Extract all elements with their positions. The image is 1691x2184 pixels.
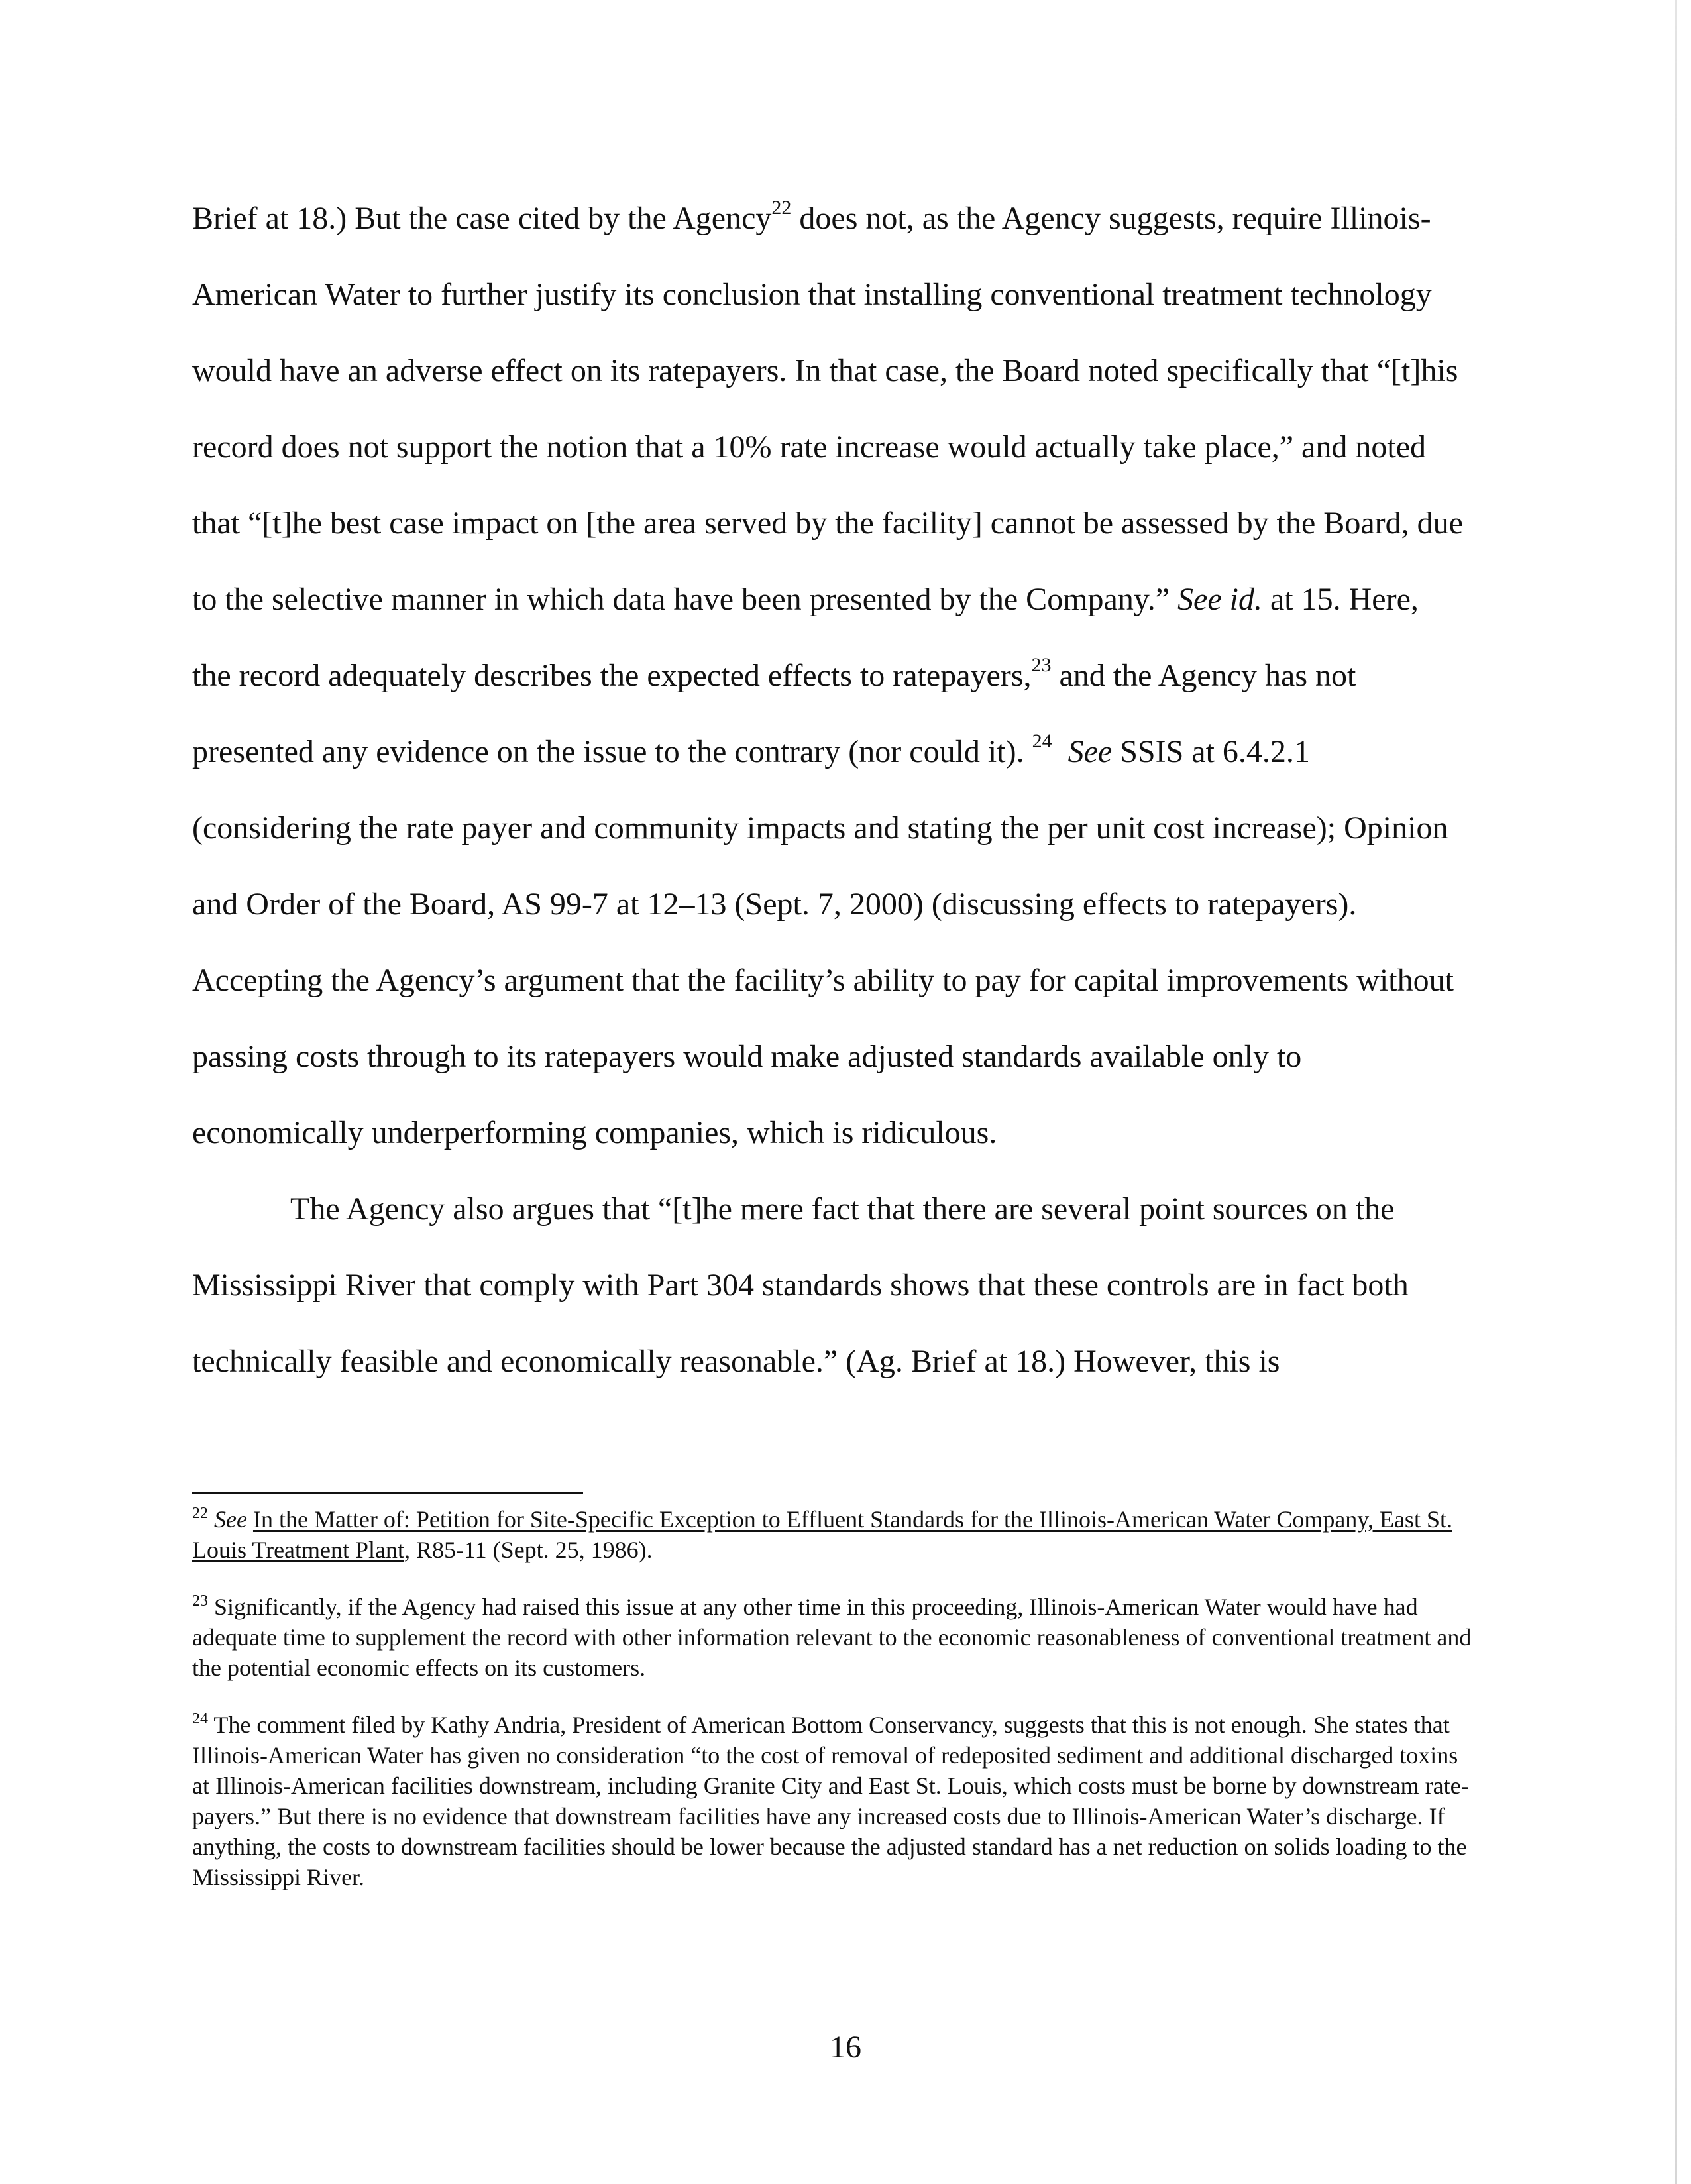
paragraph-1-text-e: SSIS at 6.4.2.1 (considering the rate payer and community impacts and stating the per unit cost increase); Opinion and Order of the Board, AS 99-7 at 12–13 (Sept. 7, 2000) (discussing effects to ratepayers). Accepting the Agency’s argument that the facility’s ability to pay for capital improvements without passing costs through to its ratepayers would make adjusted standards available only to economically underperforming companies, which is ridiculous. — [192, 734, 1454, 1150]
footnote-separator — [192, 1492, 583, 1494]
citation-see: See — [1067, 734, 1113, 769]
paragraph-1-text-c: at 15. Here, the record adequately describes the expected effects to ratepayers, — [192, 582, 1419, 693]
footnote-23 — [192, 1592, 1478, 1683]
footnote-24-text: The comment filed by Kathy Andria, President of American Bottom Conservancy, suggests that this is not enough. She states that Illinois-American Water has given no consideration “to the cost of removal of redeposited sediment and additional discharged toxins at Illinois-American facilities downstream, including Granite City and East St. Louis, which costs must be borne by downstream rate-payers.” But there is no evidence that downstream facilities have any increased costs due to Illinois-American Water’s discharge. If anything, the costs to downstream facilities should be lower because the adjusted standard has a net reduction on solids loading to the Mississippi River. — [192, 1712, 1469, 1890]
citation-see-id: See id. — [1177, 582, 1262, 617]
footnote-ref-24: 24 — [1032, 730, 1052, 752]
footnote-22-rest: , R85-11 (Sept. 25, 1986). — [404, 1537, 653, 1563]
page-number: 16 — [830, 2030, 861, 2065]
footnotes — [192, 1504, 1478, 1919]
paragraph-2: The Agency also argues that “[t]he mere fact that there are several point sources on the Mississippi River that comply with Part 304 standards shows that these controls are in fact both technically feasible and economically reasonable.” (Ag. Brief at 18.) However, this is — [192, 1191, 1409, 1379]
paragraph-1-text-b: does not, as the Agency suggests, require Illinois-American Water to further justify its conclusion that installing conventional treatment technology would have an adverse effect on its ratepayers. In that case, the Board noted specifically that “[t]his record does not support the notion that a 10% rate increase would actually take place,” and noted that “[t]he best case impact on [the area served by the facility] cannot be assessed by the Board, due to the selective manner in which data have been presented by the Company.” — [192, 201, 1463, 617]
footnote-22 — [192, 1504, 1478, 1565]
footnote-24-number: 24 — [192, 1710, 208, 1727]
footnote-22-number: 22 — [192, 1505, 208, 1522]
footnote-23-number: 23 — [192, 1592, 208, 1610]
footnote-24 — [192, 1710, 1478, 1892]
paragraph-1-text-a: Brief at 18.) But the case cited by the Agency — [192, 201, 772, 236]
footnote-22-see: See — [214, 1506, 247, 1533]
paragraph-1-text-d: and the Agency has not presented any evidence on the issue to the contrary (nor could it). — [192, 658, 1356, 769]
footnote-23-text: Significantly, if the Agency had raised this issue at any other time in this proceeding, Illinois-American Water would have had adequate time to supplement the record with other information relevant to the economic reasonableness of conventional treatment and the potential economic effects on its customers. — [192, 1594, 1472, 1681]
scan-edge-shadow — [1675, 0, 1677, 2184]
paragraph-1 — [192, 180, 1464, 1171]
footnote-22-case-title: In the Matter of: Petition for Site-Specific Exception to Effluent Standards for the Illinois-American Water Company, East St. Louis Treatment Plant — [192, 1506, 1452, 1563]
footnote-ref-22: 22 — [771, 197, 792, 219]
footnote-ref-23: 23 — [1031, 654, 1052, 676]
body-text — [192, 180, 1464, 1399]
